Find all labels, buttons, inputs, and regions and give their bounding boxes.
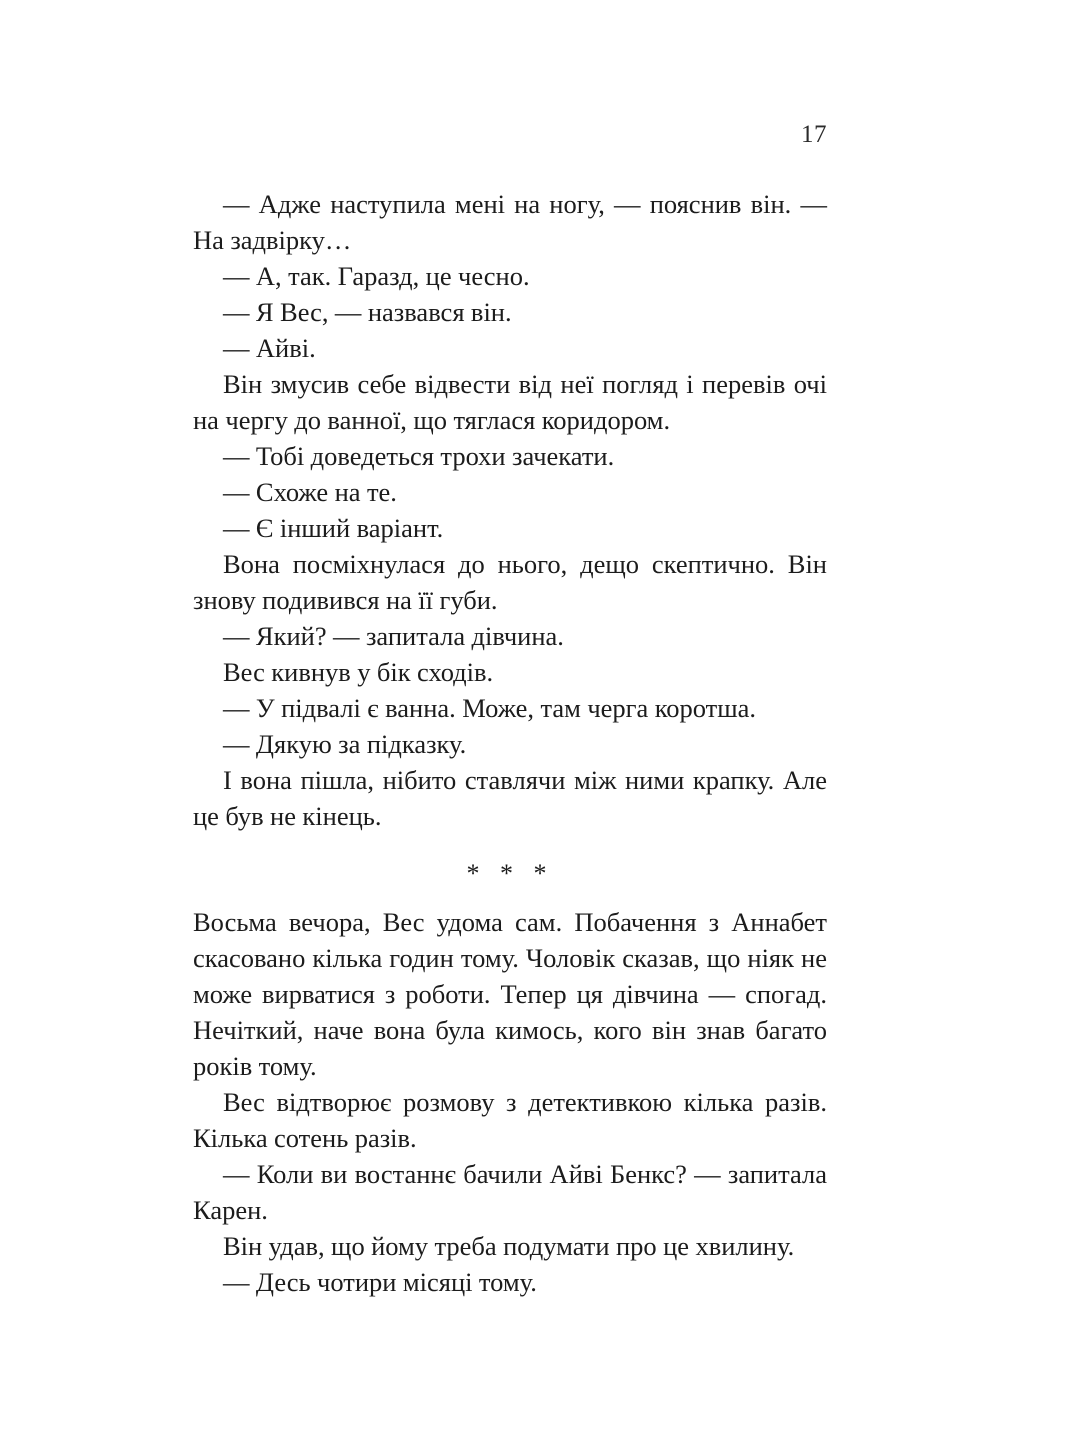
scene-break-separator: * * *	[466, 859, 554, 888]
paragraph: — Адже наступила мені на ногу, — пояснив він. — На задвірку…	[193, 189, 827, 255]
paragraph: Він змусив себе відвести від неї погляд і перевів очі на чергу до ванної, що тяглася коридором.	[193, 369, 827, 435]
paragraph: — А, так. Гаразд, це чесно.	[223, 261, 530, 291]
page-number: 17	[801, 121, 827, 148]
paragraph: Вес відтворює розмову з детективкою кілька разів. Кілька сотень разів.	[193, 1087, 827, 1153]
paragraph: — Тобі доведеться трохи зачекати.	[223, 441, 615, 471]
paragraph: — Схоже на те.	[223, 477, 397, 507]
paragraph: — Дякую за підказку.	[223, 729, 467, 759]
paragraph: Вона посміхнулася до нього, дещо скептично. Він знову подивився на її губи.	[193, 549, 827, 615]
paragraph: — У підвалі є ванна. Може, там черга коротша.	[223, 693, 757, 723]
paragraph: — Є інший варіант.	[223, 513, 444, 543]
paragraph: — Коли ви востаннє бачили Айві Бенкс? — запитала Карен.	[193, 1159, 827, 1225]
paragraph: І вона пішла, нібито ставлячи між ними крапку. Але це був не кінець.	[193, 765, 827, 831]
paragraph: Він удав, що йому треба подумати про це хвилину.	[223, 1231, 795, 1261]
paragraph: Восьма вечора, Вес удома сам. Побачення з Аннабет скасовано кілька годин тому. Чоловік сказав, що ніяк не може вирватися з роботи. Тепер ця дівчина — спогад. Нечіткий, наче вона була кимось, кого він знав багато років тому.	[193, 907, 827, 1081]
paragraph: Вес кивнув у бік сходів.	[223, 657, 494, 687]
paragraph: — Айві.	[223, 333, 316, 363]
paragraph: — Десь чотири місяці тому.	[223, 1267, 537, 1297]
paragraph: — Я Вес, — назвався він.	[223, 297, 512, 327]
body-text-block	[193, 186, 827, 1300]
paragraph: — Який? — запитала дівчина.	[223, 621, 564, 651]
